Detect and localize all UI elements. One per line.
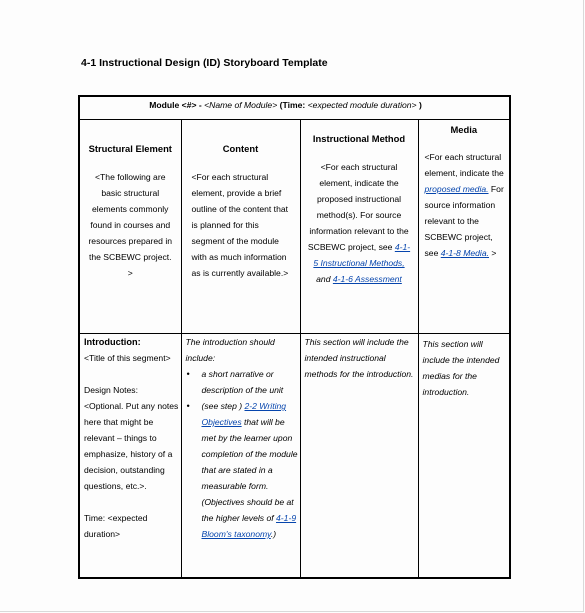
bullet-2-text-1: (see step ) [201,401,245,411]
module-name: <Name of Module> [204,100,278,110]
media-header-cell [418,120,510,334]
instructional-method-description [301,159,418,287]
time-value: <expected module duration> [307,100,417,110]
instructional-method-header-cell [300,120,418,334]
module-row [79,96,510,120]
content-description: <For each structural element, provide a brief outline of the content that is planned for this segment of the module with as much information as is currently available.> [191,172,289,278]
design-notes-body: <Optional. Put any notes here that might be relevant – things to emphasize, history of a decision, outstanding questions, etc.>. [84,401,179,491]
structural-element-header-cell [79,120,181,334]
media-text-3: > [489,248,497,258]
method-text-1: <For each structural element, indicate the proposed instructional method(s). For source information relevant to the SCBEWC project, see [307,162,409,252]
blooms-taxonomy-link[interactable]: 4-1-9 Bloom's taxonomy [201,513,297,539]
intro-structural-cell [79,334,181,578]
introduction-heading: Introduction: [84,337,141,347]
module-label: Module <#> - [149,100,205,110]
media-text-1: <For each structural element, indicate the [424,152,504,178]
method-text-2: and [316,274,333,284]
storyboard-table [78,95,511,579]
intro-content-lead: The introduction should include: [185,337,275,363]
design-notes-label: Design Notes: [84,385,138,395]
content-header-cell [181,120,300,334]
media-link[interactable]: 4-1-8 Media. [440,248,489,258]
time-label: (Time: [277,100,308,110]
structural-element-title: Structural Element [88,143,172,154]
intro-content-cell [181,334,300,578]
bullet-2-text-2: that will be met by the learner upon completion of the module that are stated in a measurable form. (Objectives should be at the higher levels of [201,417,298,523]
intro-time: Time: <expected duration> [84,513,148,539]
intro-method-cell [300,334,418,578]
content-title: Content [222,143,259,154]
intro-method-text: This section will include the intended instructional methods for the introduction. [304,337,414,379]
module-cell [79,96,510,120]
media-title: Media [450,124,478,135]
intro-media-cell [418,334,510,578]
media-text-2: For source information relevant to the SCBEWC project, see [424,184,504,258]
assessment-link[interactable]: 4-1-6 Assessment [332,274,402,284]
bullet-2-text-3: .) [270,529,277,539]
instructional-methods-link[interactable]: 4-1-5 Instructional Methods, [313,242,411,268]
introduction-row [79,334,510,578]
document-title: 4-1 Instructional Design (ID) Storyboard Template [81,57,328,69]
module-close: ) [416,100,422,110]
writing-objectives-link[interactable]: 2-2 Writing Objectives [201,401,287,427]
intro-title-placeholder: <Title of this segment> [84,353,171,363]
intro-content-list [186,366,300,542]
proposed-media-link[interactable]: proposed media. [424,184,489,194]
intro-content-bullet-1 [202,366,300,398]
header-row [79,120,510,334]
structural-element-description: <The following are basic structural elements commonly found in courses and resources prepared in the SCBEWC project. > [88,172,173,278]
instructional-method-title: Instructional Method [312,133,406,144]
intro-content-bullet-2 [202,398,300,542]
media-description [419,149,510,261]
intro-media-text: This section will include the intended medias for the introduction. [422,339,500,397]
bullet-1-text: a short narrative or description of the unit [201,369,284,395]
